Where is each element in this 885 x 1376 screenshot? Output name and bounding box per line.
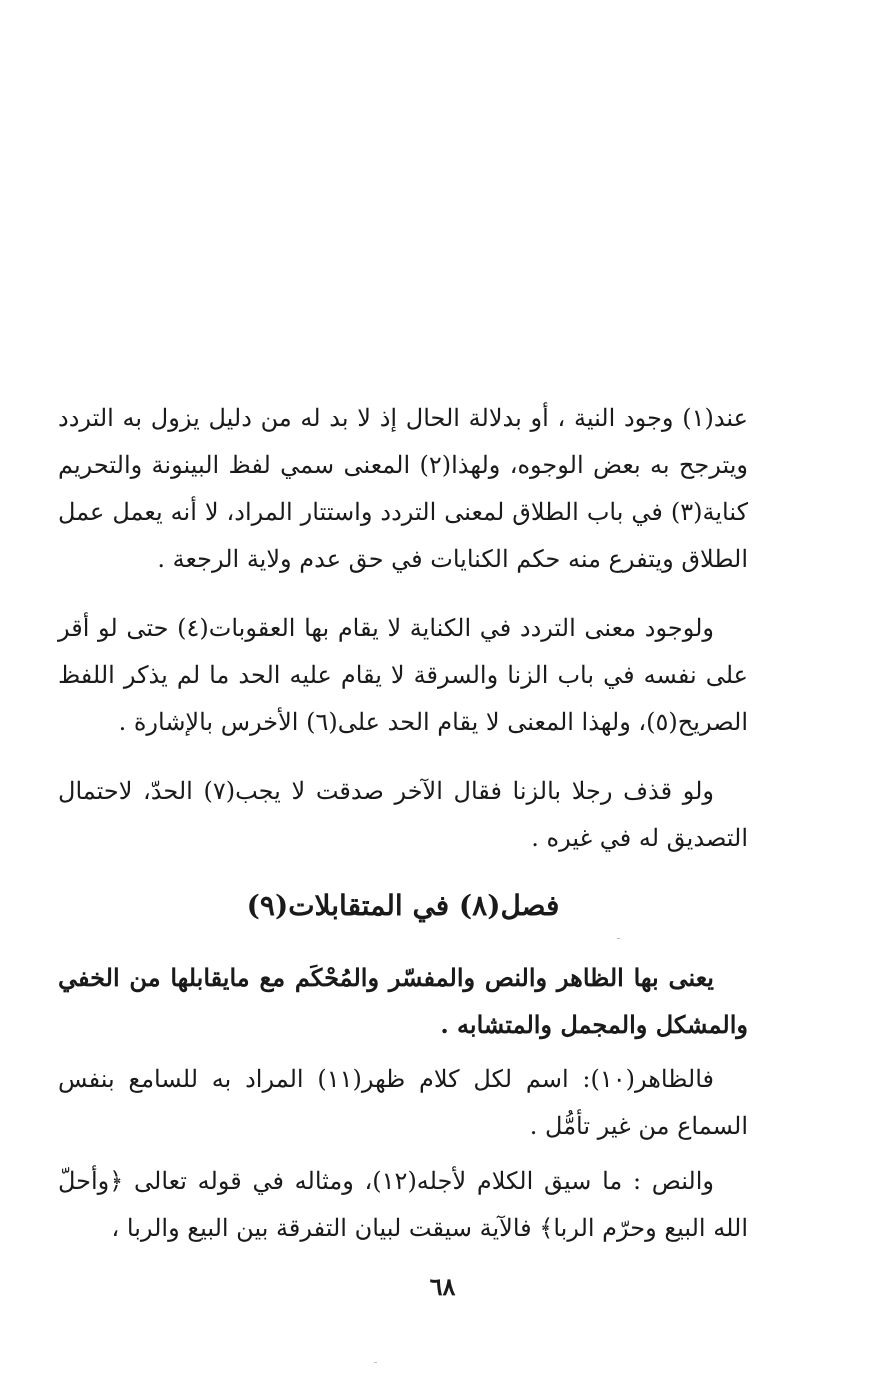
paragraph-3: ولو قذف رجلا بالزنا فقال الآخر صدقت لا يجب(٧) الحدّ، لاحتمال التصديق له في غيره . — [58, 777, 748, 852]
paragraph-nass: والنص : ما سيق الكلام لأجله(١٢)، ومثاله في قوله تعالى ﴿وأحلّ الله البيع وحرّم الربا﴾ فالآية سيقت لبيان التفرقة بين البيع والربا ، — [58, 1167, 748, 1242]
paragraph-zahir: فالظاهر(١٠): اسم لكل كلام ظهر(١١) المراد به للسامع بنفس السماع من غير تأمُّل . — [58, 1065, 748, 1140]
scan-speck — [617, 938, 620, 939]
page-body — [58, 395, 748, 1274]
scan-speck — [374, 1362, 377, 1363]
paragraph-2: ولوجود معنى التردد في الكناية لا يقام بها العقوبات(٤) حتى لو أقر على نفسه في باب الزنا والسرقة لا يقام عليه الحد ما لم يذكر اللفظ الصريح(٥)، ولهذا المعنى لا يقام الحد على(٦) الأخرس بالإشارة . — [58, 614, 748, 736]
bold-paragraph: يعنى بها الظاهر والنص والمفسّر والمُحْكَم مع مايقابلها من الخفي والمشكل والمجمل والمتشابه . — [58, 963, 748, 1039]
section-heading: فصل(٨) في المتقابلات(٩) — [246, 889, 560, 922]
page-number: ٦٨ — [429, 1272, 456, 1301]
paragraph-1: عند(١) وجود النية ، أو بدلالة الحال إذ لا بد له من دليل يزول به التردد ويترجح به بعض الوجوه، ولهذا(٢) المعنى سمي لفظ البينونة والتحريم كناية(٣) في باب الطلاق لمعنى التردد واستتار المراد، لا أنه يعمل عمل الطلاق ويتفرع منه حكم الكنايات في حق عدم ولاية الرجعة . — [58, 404, 748, 573]
